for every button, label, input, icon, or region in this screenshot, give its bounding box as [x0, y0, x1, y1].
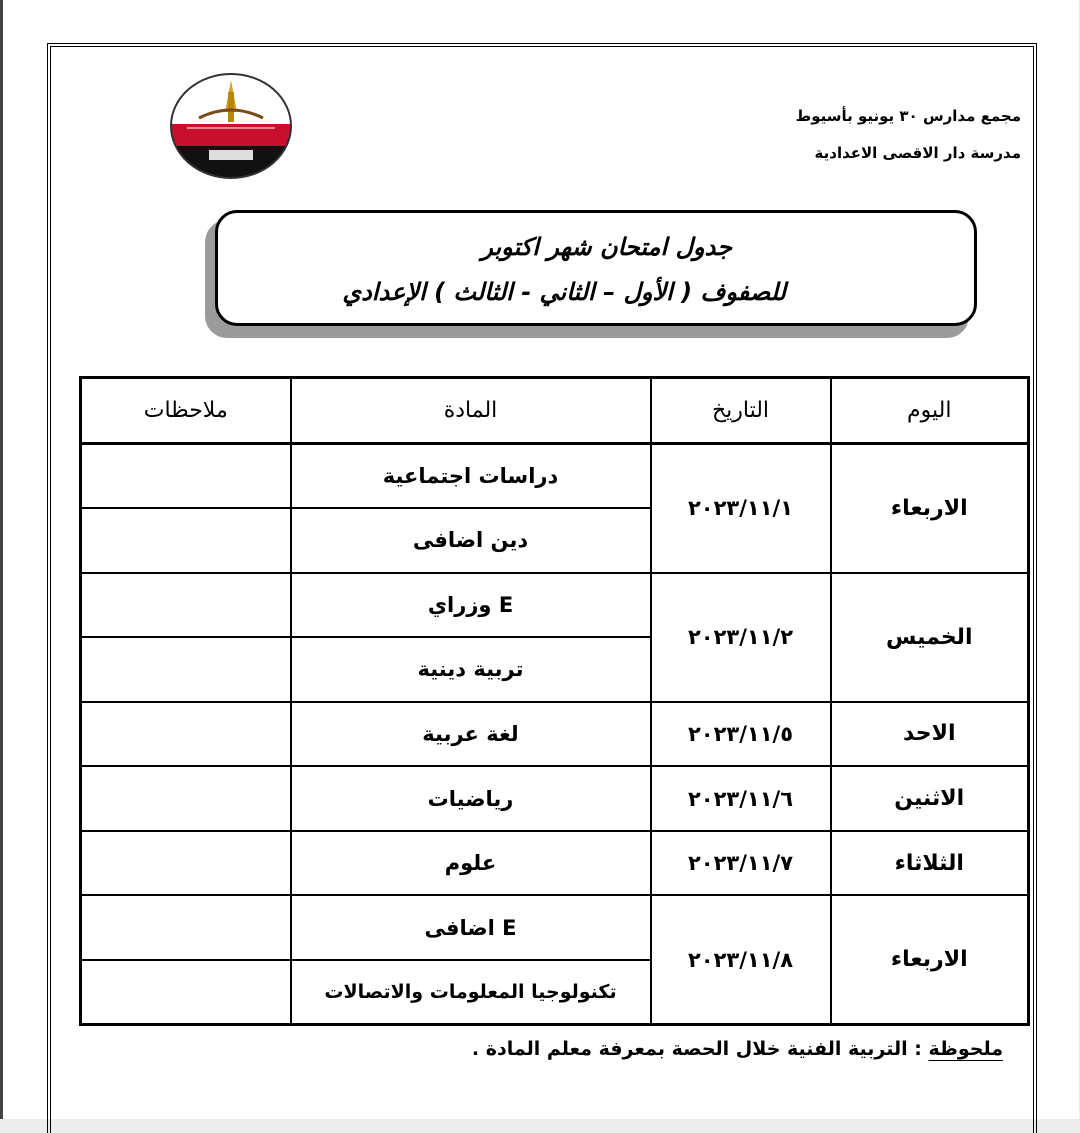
school-name: مدرسة دار الاقصى الاعدادية — [814, 144, 1021, 162]
notes-cell — [81, 960, 291, 1025]
day-cell: الاحد — [831, 702, 1029, 767]
date-cell: ٢٠٢٣/١١/٥ — [651, 702, 831, 767]
date-cell: ٢٠٢٣/١١/٦ — [651, 766, 831, 831]
exam-schedule-table — [79, 376, 1030, 1026]
header-date: التاريخ — [651, 378, 831, 444]
school-logo — [169, 72, 293, 180]
note-label: ملحوظة — [928, 1038, 1003, 1060]
notes-cell — [81, 573, 291, 638]
subject-cell: علوم — [291, 831, 651, 896]
day-cell: الخميس — [831, 573, 1029, 702]
table-row — [81, 766, 1029, 831]
note-text: : التربية الفنية خلال الحصة بمعرفة معلم المادة . — [471, 1038, 929, 1060]
day-cell: الاربعاء — [831, 895, 1029, 1024]
subject-cell: E اضافى — [291, 895, 651, 960]
header-day: اليوم — [831, 378, 1029, 444]
date-cell: ٢٠٢٣/١١/٢ — [651, 573, 831, 702]
subject-cell: تربية دينية — [291, 637, 651, 702]
subject-cell: لغة عربية — [291, 702, 651, 767]
header-notes: ملاحظات — [81, 378, 291, 444]
subject-cell: E وزراي — [291, 573, 651, 638]
school-header — [796, 98, 1021, 172]
header-subject: المادة — [291, 378, 651, 444]
exam-title: جدول امتحان شهر اكتوبر — [481, 233, 732, 261]
complex-name: مجمع مدارس ٣٠ يونيو بأسيوط — [795, 107, 1021, 125]
notes-cell — [81, 637, 291, 702]
notes-cell — [81, 831, 291, 896]
table-row — [81, 702, 1029, 767]
notes-cell — [81, 766, 291, 831]
table-row — [81, 573, 1029, 638]
notes-cell — [81, 508, 291, 573]
subject-cell: تكنولوجيا المعلومات والاتصالات — [291, 960, 651, 1025]
table-row — [81, 831, 1029, 896]
table-row — [81, 895, 1029, 960]
grades-subtitle: للصفوف ( الأول – الثاني - الثالث ) الإعدادي — [342, 278, 786, 306]
notes-cell — [81, 444, 291, 509]
subject-cell: رياضيات — [291, 766, 651, 831]
footnote — [472, 1038, 1003, 1060]
subject-cell: دراسات اجتماعية — [291, 444, 651, 509]
day-cell: الاثنين — [831, 766, 1029, 831]
day-cell: الاربعاء — [831, 444, 1029, 573]
date-cell: ٢٠٢٣/١١/١ — [651, 444, 831, 573]
date-cell: ٢٠٢٣/١١/٧ — [651, 831, 831, 896]
table-header-row — [81, 378, 1029, 444]
notes-cell — [81, 702, 291, 767]
subject-cell: دين اضافى — [291, 508, 651, 573]
date-cell: ٢٠٢٣/١١/٨ — [651, 895, 831, 1024]
day-cell: الثلاثاء — [831, 831, 1029, 896]
table-row — [81, 444, 1029, 509]
notes-cell — [81, 895, 291, 960]
title-box — [215, 210, 977, 326]
